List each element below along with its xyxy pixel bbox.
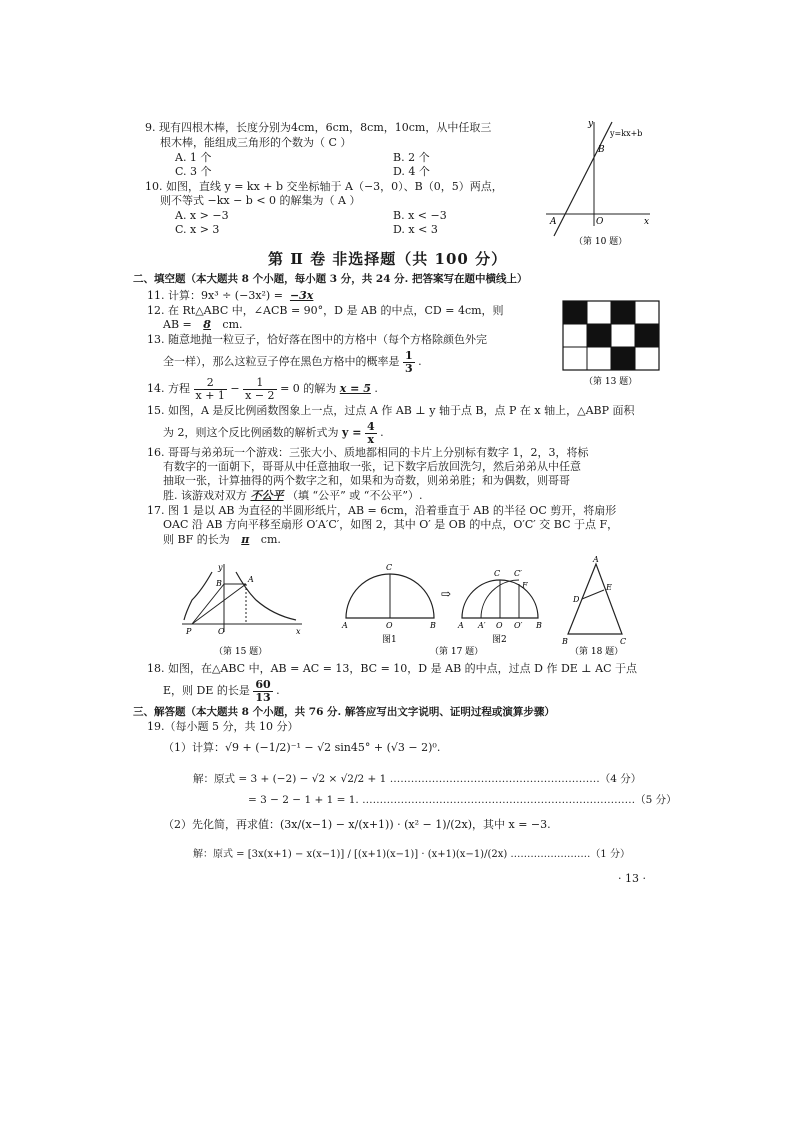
q17-line3: 则 BF 的长为 π cm. (163, 533, 281, 546)
svg-text:A: A (458, 621, 464, 630)
q18-line1: 18. 如图，在△ABC 中，AB = AC = 13，BC = 10，D 是 AB 的中点，过点 D 作 DE ⊥ AC 于点 (147, 662, 637, 675)
q12-line2: AB = 8 cm. (163, 318, 243, 331)
svg-text:B: B (430, 621, 436, 630)
q11-question: 11. 计算：9x³ ÷ (−3x²) = −3x (147, 289, 314, 302)
q10-caption: （第 10 题） (574, 237, 628, 247)
q17-line2: OAC 沿 AB 方向平移至扇形 O′A′C′，如图 2，其中 O′ 是 OB 的中点，O′C′ 交 BC 于点 F， (163, 518, 619, 531)
svg-text:O: O (596, 217, 604, 227)
q14-answer: x = 5 (339, 382, 371, 396)
svg-text:C: C (494, 569, 501, 578)
q13-line1: 13. 随意地抛一粒豆子，恰好落在图中的方格中（每个方格除颜色外完 (147, 333, 487, 346)
q10-option-d: D. x < 3 (393, 223, 438, 236)
svg-text:C: C (620, 637, 627, 646)
q12-line1: 12. 在 Rt△ABC 中，∠ACB = 90°，D 是 AB 的中点，CD = 4cm，则 (147, 304, 504, 317)
q9-option-d: D. 4 个 (393, 165, 430, 178)
q12-answer: 8 (203, 318, 211, 331)
svg-text:D: D (573, 595, 580, 604)
svg-text:E: E (606, 583, 612, 592)
q15-figure (178, 560, 308, 660)
q9-option-c: C. 3 个 (175, 165, 212, 178)
q18-line2: E，则 DE 的长是 $\frac{60}{13}$ . (163, 678, 280, 704)
q13-line2: 全一样），那么这粒豆子停在黑色方格中的概率是 $\frac{1}{3}$ . (163, 349, 422, 375)
q11-answer: −3x (289, 289, 314, 302)
q10-line2: 则不等式 −kx − b < 0 的解集为（ A ） (160, 194, 361, 207)
q13-caption: （第 13 题） (584, 377, 638, 387)
q9-line1: 9. 现有四根木棒，长度分别为4cm，6cm，8cm，10cm，从中任取三 (145, 121, 492, 134)
svg-text:⇨: ⇨ (441, 587, 452, 601)
q18-caption: （第 18 题） (570, 647, 624, 656)
svg-text:F: F (522, 581, 528, 590)
q18-figure (558, 556, 638, 656)
svg-text:A′: A′ (478, 621, 486, 630)
section3-header: 三、解答题（本大题共 8 个小题，共 76 分. 解答应写出文字说明、证明过程或演算步骤） (133, 706, 555, 718)
svg-text:C′: C′ (514, 569, 522, 578)
svg-text:B: B (216, 579, 222, 588)
q13-figure (562, 300, 662, 388)
q19-solution1-step1: 解：原式 = 3 + (−2) − √2 × √2/2 + 1 ……………………………………………………（4 分） (193, 773, 642, 785)
q18-answer: $\frac{60}{13}$ (255, 678, 271, 704)
q10-option-b: B. x < −3 (393, 209, 447, 222)
q17-caption: （第 17 题） (430, 647, 484, 656)
q10-option-a: A. x > −3 (175, 209, 229, 222)
svg-text:O: O (496, 621, 503, 630)
svg-text:A: A (248, 575, 254, 584)
q14-question: 14. 方程 $\frac{2}{x + 1}$ − $\frac{1}{x - 2}$ = 0 的解为 x = 5 . (147, 376, 378, 402)
q17-figure (338, 556, 548, 656)
q15-line1: 15. 如图，A 是反比例函数图象上一点，过点 A 作 AB ⊥ y 轴于点 B，点 P 在 x 轴上，△ABP 面积 (147, 404, 635, 417)
q16-line4: 胜. 该游戏对双方 不公平 （填 “公平” 或 “不公平”）. (163, 489, 423, 502)
q16-line3: 抽取一张，计算抽得的两个数字之和，如果和为奇数，则弟弟胜；和为偶数，则哥哥 (163, 474, 570, 487)
q10-line-label: y=kx+b (610, 129, 643, 138)
svg-text:O: O (218, 627, 225, 636)
q9-line2: 根木棒，能组成三角形的个数为（ C ） (160, 136, 352, 149)
q19-solution1-step2: = 3 − 2 − 1 + 1 = 1. ……………………………………………………………………（5 分） (248, 794, 677, 806)
svg-text:C: C (386, 563, 393, 572)
q13-answer: $\frac{1}{3}$ (405, 349, 413, 375)
svg-text:B: B (598, 145, 605, 155)
part2-title: 第 Ⅱ 卷 非选择题（共 100 分） (268, 250, 508, 268)
q10-figure (538, 114, 658, 249)
q15-answer: $\frac{4}{x}$ (366, 420, 375, 446)
svg-text:B: B (536, 621, 542, 630)
q16-line2: 有数字的一面朝下，哥哥从中任意抽取一张，记下数字后放回洗匀，然后弟弟从中任意 (163, 460, 581, 473)
page-number: · 13 · (618, 872, 646, 885)
q15-caption: （第 15 题） (214, 647, 268, 657)
svg-text:x: x (644, 217, 650, 227)
svg-text:P: P (186, 627, 192, 636)
svg-text:y: y (218, 563, 223, 572)
svg-text:B: B (562, 637, 568, 646)
q17-answer: π (241, 533, 250, 546)
svg-text:y: y (588, 119, 594, 129)
q17-line1: 17. 图 1 是以 AB 为直径的半圆形纸片，AB = 6cm，沿着垂直于 AB 的半径 OC 剪开，将扇形 (147, 504, 617, 517)
svg-text:O: O (386, 621, 393, 630)
svg-text:A: A (342, 621, 348, 630)
q19-header: 19.（每小题 5 分，共 10 分） (147, 720, 299, 733)
q17-fig1-label: 图1 (382, 635, 397, 645)
q10-option-c: C. x > 3 (175, 223, 220, 236)
q9-option-b: B. 2 个 (393, 151, 430, 164)
q19-part2: （2）先化简，再求值：(3x/(x−1) − x/(x+1)) · (x² − 1)/(2x)，其中 x = −3. (163, 818, 551, 831)
q15-line2: 为 2，则这个反比例函数的解析式为 y = $\frac{4}{x}$ . (163, 420, 384, 446)
q19-solution2-step1: 解：原式 = [3x(x+1) − x(x−1)] / [(x+1)(x−1)] · (x+1)(x−1)/(2x) ……………………（1 分） (193, 849, 630, 860)
q9-option-a: A. 1 个 (175, 151, 212, 164)
svg-text:x: x (296, 627, 301, 636)
section2-header: 二、填空题（本大题共 8 个小题，每小题 3 分，共 24 分. 把答案写在题中横线上） (133, 273, 528, 285)
q19-part1: （1）计算：√9 + (−1/2)⁻¹ − √2 sin45° + (√3 − 2)⁰. (163, 741, 441, 754)
svg-text:O′: O′ (514, 621, 523, 630)
svg-text:A: A (550, 217, 557, 227)
q17-fig2-label: 图2 (492, 635, 507, 645)
q16-line1: 16. 哥哥与弟弟玩一个游戏：三张大小、质地都相同的卡片上分别标有数字 1，2，3，将标 (147, 446, 589, 459)
q16-answer: 不公平 (250, 489, 284, 502)
svg-text:A: A (593, 556, 599, 564)
q10-line1: 10. 如图，直线 y = kx + b 交坐标轴于 A（−3，0）、B（0，5）两点， (145, 180, 503, 193)
